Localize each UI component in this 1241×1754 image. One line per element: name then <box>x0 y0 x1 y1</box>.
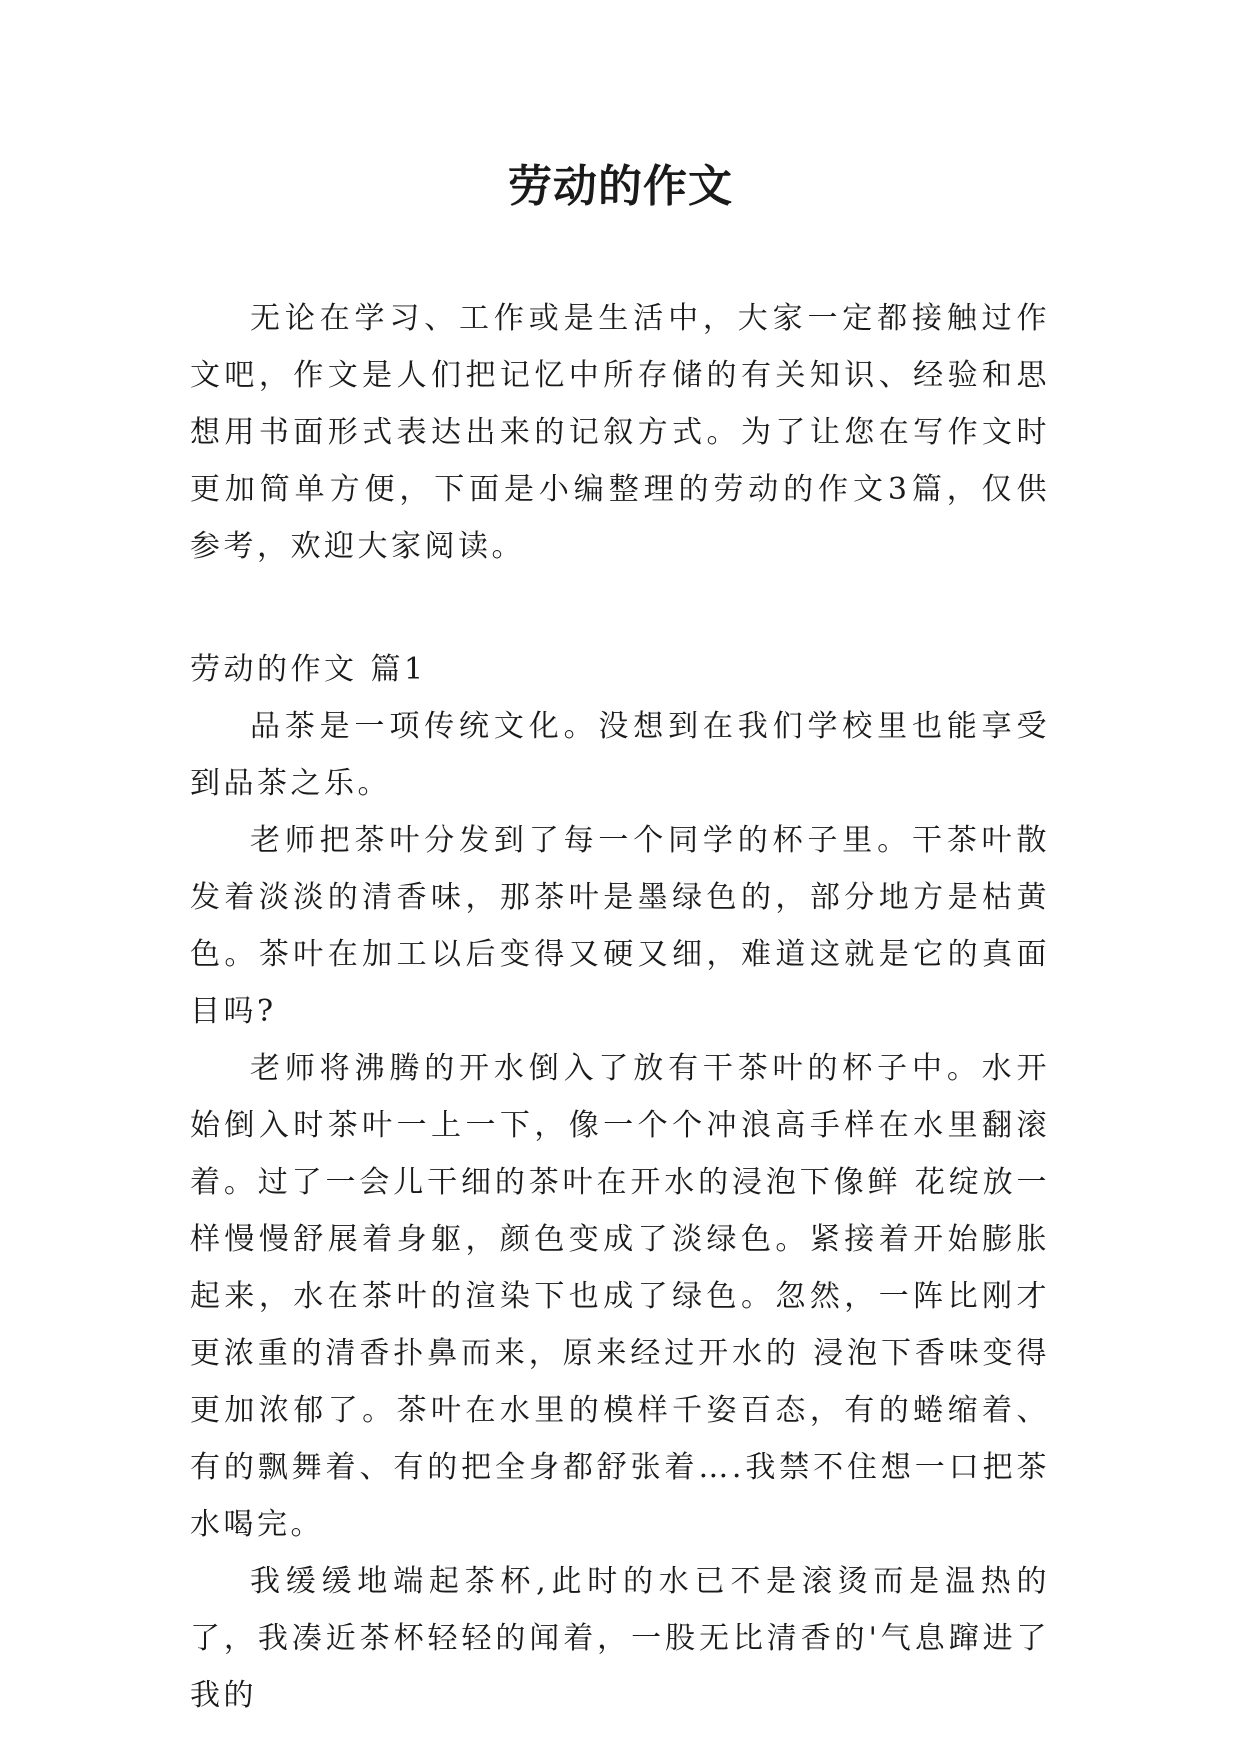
body-paragraph-2: 老师把茶叶分发到了每一个同学的杯子里。干茶叶散发着淡淡的清香味，那茶叶是墨绿色的，部分地方是枯黄色。茶叶在加工以后变得又硬又细，难道这就是它的真面目吗? <box>190 823 1050 1029</box>
intro-paragraph: 无论在学习、工作或是生活中，大家一定都接触过作文吧，作文是人们把记忆中所存储的有关知识、经验和思想用书面形式表达出来的记叙方式。为了让您在写作文时更加简单方便，下面是小编整理的劳动的作文3篇，仅供参考，欢迎大家阅读。 <box>190 301 1050 564</box>
document-body <box>190 290 1050 1724</box>
document-title: 劳动的作文 <box>508 161 733 212</box>
body-paragraph-3: 老师将沸腾的开水倒入了放有干茶叶的杯子中。水开始倒入时茶叶一上一下，像一个个冲浪高手样在水里翻滚着。过了一会儿干细的茶叶在开水的浸泡下像鲜 花绽放一样慢慢舒展着身躯，颜色变成了淡绿色。紧接着开始膨胀起来，水在茶叶的渲染下也成了绿色。忽然，一阵比刚才更浓重的清香扑鼻而来，原来经过开水的 浸泡下香味变得更加浓郁了。茶叶在水里的模样千姿百态，有的蜷缩着、有的飘舞着、有的把全身都舒张着….我禁不住想一口把茶水喝完。 <box>190 1051 1050 1542</box>
section-heading: 劳动的作文 篇1 <box>190 652 427 687</box>
body-paragraph-4: 我缓缓地端起茶杯,此时的水已不是滚烫而是温热的了，我凑近茶杯轻轻的闻着，一股无比清香的'气息蹿进了我的 <box>190 1564 1050 1713</box>
body-paragraph-1: 品茶是一项传统文化。没想到在我们学校里也能享受到品茶之乐。 <box>190 709 1050 801</box>
